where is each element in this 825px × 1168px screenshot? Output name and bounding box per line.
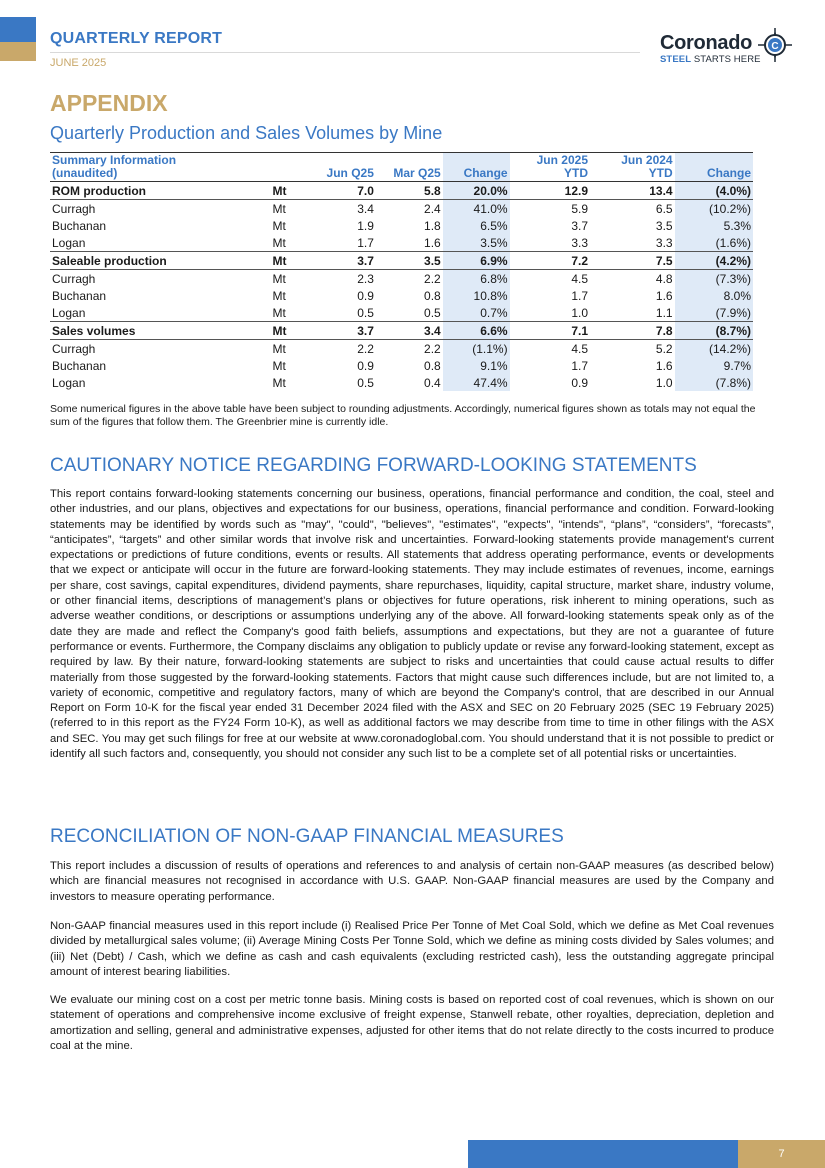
header-mar-q25: Mar Q25 <box>393 166 441 180</box>
table-footnote: Some numerical figures in the above table have been subject to rounding adjustments. Accordingly, numerical figures shown as totals may not equal the sum of the figures that follow them. The Greenbrier mine is currently idle. <box>50 403 756 428</box>
row-jun2025-ytd-cell: 3.3 <box>571 235 588 250</box>
row-jun2024-ytd-cell: 7.5 <box>590 252 675 270</box>
reconciliation-para-2: Non-GAAP financial measures used in this report include (i) Realised Price Per Tonne of Met Coal Sold, which we define as Met Coal revenues divided by metallurgical sales volume; (ii) Average Mining Costs Per Tonne Sold, which we define as mining costs divided by Sales volumes; and (iii) Net (Debt) / Cash, which we define as cash and cash equivalents (excluding restricted cash), less the outstanding aggregate principal amount of interest bearing liabilities. <box>50 920 774 978</box>
row-unit-cell: Mt <box>248 182 311 200</box>
row-change-cell: 6.5% <box>443 217 510 234</box>
row-jun2025-ytd-cell: 7.2 <box>510 252 590 270</box>
row-jun2025-ytd-cell: 4.5 <box>571 341 588 356</box>
table-total-row <box>50 182 753 200</box>
row-jun2024-ytd-cell: 1.6 <box>655 288 673 303</box>
row-change-ytd-cell: (4.0%) <box>675 182 753 200</box>
appendix-heading: APPENDIX <box>50 90 168 116</box>
row-change-cell: (1.1%) <box>443 340 510 358</box>
page-number: 7 <box>738 1140 825 1168</box>
row-jun2024-ytd-cell: 1.6 <box>655 358 673 373</box>
header-summary: Summary Information (unaudited) <box>52 153 177 180</box>
row-name-cell: Logan <box>52 305 86 320</box>
row-jun2025-ytd-cell: 1.7 <box>571 358 588 373</box>
row-unit-cell: Mt <box>272 201 286 216</box>
volumes-table-wrapper <box>50 152 753 391</box>
row-jun-q25-cell: 0.5 <box>357 375 374 390</box>
row-change-ytd-cell: 9.7% <box>675 357 753 374</box>
row-unit-cell: Mt <box>272 218 286 233</box>
compass-logo-icon <box>758 28 792 62</box>
row-mar-q25-cell: 1.6 <box>424 235 441 250</box>
row-jun2024-ytd-cell: 3.3 <box>655 235 673 250</box>
row-jun-q25-cell: 7.0 <box>311 182 376 200</box>
row-name-cell: Buchanan <box>52 218 107 233</box>
table-row <box>50 234 753 252</box>
row-change-cell: 6.6% <box>443 322 510 340</box>
header-change: Change <box>443 153 510 182</box>
logo-tag-bold: STEEL <box>660 54 692 65</box>
footer-accent-blue <box>468 1140 738 1168</box>
row-mar-q25-cell: 0.4 <box>424 375 441 390</box>
row-name-cell: Logan <box>52 235 86 250</box>
row-jun2025-ytd-cell: 3.7 <box>571 218 588 233</box>
row-jun2025-ytd-cell: 1.0 <box>571 305 588 320</box>
row-mar-q25-cell: 3.4 <box>376 322 443 340</box>
row-change-ytd-cell: (1.6%) <box>675 234 753 252</box>
row-change-ytd-cell: (7.9%) <box>675 304 753 322</box>
table-body <box>50 182 753 392</box>
logo-tag-rest: STARTS HERE <box>691 54 761 65</box>
row-change-cell: 10.8% <box>443 287 510 304</box>
row-change-ytd-cell: (14.2%) <box>675 340 753 358</box>
row-jun2025-ytd-cell: 1.7 <box>571 288 588 303</box>
table-row <box>50 270 753 288</box>
header-change-ytd: Change <box>675 153 753 182</box>
row-jun2024-ytd-cell: 7.8 <box>590 322 675 340</box>
row-change-ytd-cell: 5.3% <box>675 217 753 234</box>
table-row <box>50 357 753 374</box>
row-unit-cell: Mt <box>272 305 286 320</box>
volumes-table <box>50 152 753 391</box>
row-jun2025-ytd-cell: 5.9 <box>571 201 588 216</box>
row-jun2024-ytd-cell: 1.0 <box>655 375 673 390</box>
row-change-cell: 41.0% <box>443 200 510 218</box>
row-jun-q25-cell: 3.7 <box>311 322 376 340</box>
row-change-cell: 0.7% <box>443 304 510 322</box>
table-row <box>50 287 753 304</box>
row-jun2025-ytd-cell: 4.5 <box>571 271 588 286</box>
row-mar-q25-cell: 0.5 <box>424 305 441 320</box>
row-jun-q25-cell: 0.5 <box>357 305 374 320</box>
table-header-row <box>50 153 753 182</box>
table-row <box>50 200 753 218</box>
report-date: JUNE 2025 <box>50 57 107 69</box>
row-change-ytd-cell: (8.7%) <box>675 322 753 340</box>
row-change-ytd-cell: (7.8%) <box>675 374 753 391</box>
logo-wordmark: Coronado <box>660 32 753 54</box>
row-unit-cell: Mt <box>272 271 286 286</box>
row-name-cell: Logan <box>52 375 86 390</box>
row-change-ytd-cell: 8.0% <box>675 287 753 304</box>
cautionary-body: This report contains forward-looking statements concerning our business, operations, financial performance and condition, the coal, steel and other industries, and our plans, objectives and expectations for our business, operations, financial performance and condition. Forward-looking statements may be identified by words such as "may", "could", "believes", "estimates", "expects", "intends", “plans”, “considers”, “forecasts”, “anticipates”, “targets” and other similar words that involve risk and uncertainties. Forward-looking statements provide management's current expectations or predictions of future conditions, events or results. All statements that address operating performance, events or developments that we expect or anticipate will occur in the future are forward-looking statements. They may include estimates of revenues, income, earnings per share, cost savings, capital expenditures, dividend payments, share repurchases, liquidity, capital structure, market share, industry volume, or other financial items, descriptions of management’s plans or objectives for future operations, risk inherent to mining operations, such as adverse weather conditions, or descriptions or assumptions underlying any of the above. All forward-looking statements speak only as of the date they are made and reflect the Company's good faith beliefs, assumptions and expectations, but they are not a guarantee of future performance or events. Furthermore, the Company disclaims any obligation to publicly update or revise any forward-looking statement, except as required by law. By their nature, forward-looking statements are subject to risks and uncertainties that could cause actual results to differ materially from those suggested by the forward-looking statements. Factors that might cause such differences include, but are not limited to, a variety of economic, competitive and regulatory factors, many of which are beyond the Company's control, that are described in our Annual Report on Form 10-K for the fiscal year ended 31 December 2024 filed with the ASX and SEC on 20 February 2025 (SEC 19 February 2025) (referred to in this report as the FY24 Form 10-K), as well as additional factors we may describe from time to time in other filings with the ASX and SEC. You may get such filings for free at our website at www.coronadoglobal.com. You should understand that it is not possible to predict or identify all such factors and, consequently, you should not consider any such list to be a complete set of all potential risks or uncertainties. <box>50 488 774 761</box>
row-name-cell: Sales volumes <box>50 322 248 340</box>
row-jun2024-ytd-cell: 4.8 <box>655 271 673 286</box>
row-unit-cell: Mt <box>272 375 286 390</box>
row-jun2025-ytd-cell: 12.9 <box>510 182 590 200</box>
report-title: QUARTERLY REPORT <box>50 30 223 47</box>
row-unit-cell: Mt <box>272 235 286 250</box>
row-change-cell: 9.1% <box>443 357 510 374</box>
row-jun-q25-cell: 2.3 <box>357 271 374 286</box>
row-change-cell: 47.4% <box>443 374 510 391</box>
row-mar-q25-cell: 0.8 <box>424 288 441 303</box>
coronado-logo <box>660 32 790 72</box>
row-change-cell: 6.8% <box>443 270 510 288</box>
row-mar-q25-cell: 0.8 <box>424 358 441 373</box>
reconciliation-para-3: We evaluate our mining cost on a cost per metric tonne basis. Mining costs is based on reported cost of coal revenues, which is shown on our statement of operations and comprehensive income exclusive of freight expense, Stanwell rebate, other royalties, depreciation, depletion and amortization and selling, general and administrative expenses, adjusted for other items that do not relate directly to the costs incurred to produce coal at the mine. <box>50 994 774 1052</box>
header-jun2025-ytd: Jun 2025 YTD <box>536 153 588 180</box>
row-name-cell: ROM production <box>50 182 248 200</box>
row-change-cell: 20.0% <box>443 182 510 200</box>
row-jun2024-ytd-cell: 3.5 <box>655 218 673 233</box>
row-change-cell: 6.9% <box>443 252 510 270</box>
row-unit-cell: Mt <box>272 341 286 356</box>
row-jun-q25-cell: 2.2 <box>357 341 374 356</box>
header-accent-blue <box>0 17 36 42</box>
row-jun2025-ytd-cell: 7.1 <box>510 322 590 340</box>
section-title: Quarterly Production and Sales Volumes by Mine <box>50 123 443 143</box>
row-change-ytd-cell: (10.2%) <box>675 200 753 218</box>
row-jun2024-ytd-cell: 13.4 <box>590 182 675 200</box>
row-jun-q25-cell: 0.9 <box>357 288 374 303</box>
reconciliation-para-1: This report includes a discussion of results of operations and references to and analysis of certain non-GAAP measures (as described below) which are financial measures not recognised in accordance with U.S. GAAP. Non-GAAP financial measures are used by the Company and investors to measure operating performance. <box>50 860 774 903</box>
cautionary-heading: CAUTIONARY NOTICE REGARDING FORWARD-LOOKING STATEMENTS <box>50 455 697 476</box>
row-name-cell: Curragh <box>52 201 96 216</box>
row-jun-q25-cell: 1.7 <box>357 235 374 250</box>
row-jun2024-ytd-cell: 5.2 <box>655 341 673 356</box>
row-mar-q25-cell: 2.2 <box>424 271 441 286</box>
row-name-cell: Buchanan <box>52 288 107 303</box>
row-change-ytd-cell: (4.2%) <box>675 252 753 270</box>
row-mar-q25-cell: 2.2 <box>424 341 441 356</box>
row-jun2024-ytd-cell: 6.5 <box>655 201 673 216</box>
table-row <box>50 217 753 234</box>
row-unit-cell: Mt <box>272 358 286 373</box>
header-accent-gold <box>0 42 36 61</box>
table-total-row <box>50 322 753 340</box>
row-mar-q25-cell: 2.4 <box>424 201 441 216</box>
row-jun2024-ytd-cell: 1.1 <box>655 305 673 320</box>
logo-tagline <box>660 54 761 65</box>
table-total-row <box>50 252 753 270</box>
row-jun-q25-cell: 0.9 <box>357 358 374 373</box>
row-unit-cell: Mt <box>248 252 311 270</box>
row-jun2025-ytd-cell: 0.9 <box>571 375 588 390</box>
row-mar-q25-cell: 5.8 <box>376 182 443 200</box>
table-row <box>50 374 753 391</box>
row-jun-q25-cell: 1.9 <box>357 218 374 233</box>
header-jun2024-ytd: Jun 2024 YTD <box>621 153 673 180</box>
row-jun-q25-cell: 3.4 <box>357 201 374 216</box>
row-change-cell: 3.5% <box>443 234 510 252</box>
row-name-cell: Buchanan <box>52 358 107 373</box>
logo-mark-letter: C <box>771 41 779 52</box>
row-mar-q25-cell: 3.5 <box>376 252 443 270</box>
row-unit-cell: Mt <box>272 288 286 303</box>
header-jun-q25: Jun Q25 <box>326 166 374 180</box>
row-name-cell: Curragh <box>52 271 96 286</box>
row-mar-q25-cell: 1.8 <box>424 218 441 233</box>
table-row <box>50 340 753 358</box>
row-jun-q25-cell: 3.7 <box>311 252 376 270</box>
row-name-cell: Saleable production <box>50 252 248 270</box>
header-unit <box>248 153 311 182</box>
table-row <box>50 304 753 322</box>
row-unit-cell: Mt <box>248 322 311 340</box>
header-divider <box>50 52 640 53</box>
reconciliation-heading: RECONCILIATION OF NON-GAAP FINANCIAL MEASURES <box>50 826 564 847</box>
row-name-cell: Curragh <box>52 341 96 356</box>
row-change-ytd-cell: (7.3%) <box>675 270 753 288</box>
